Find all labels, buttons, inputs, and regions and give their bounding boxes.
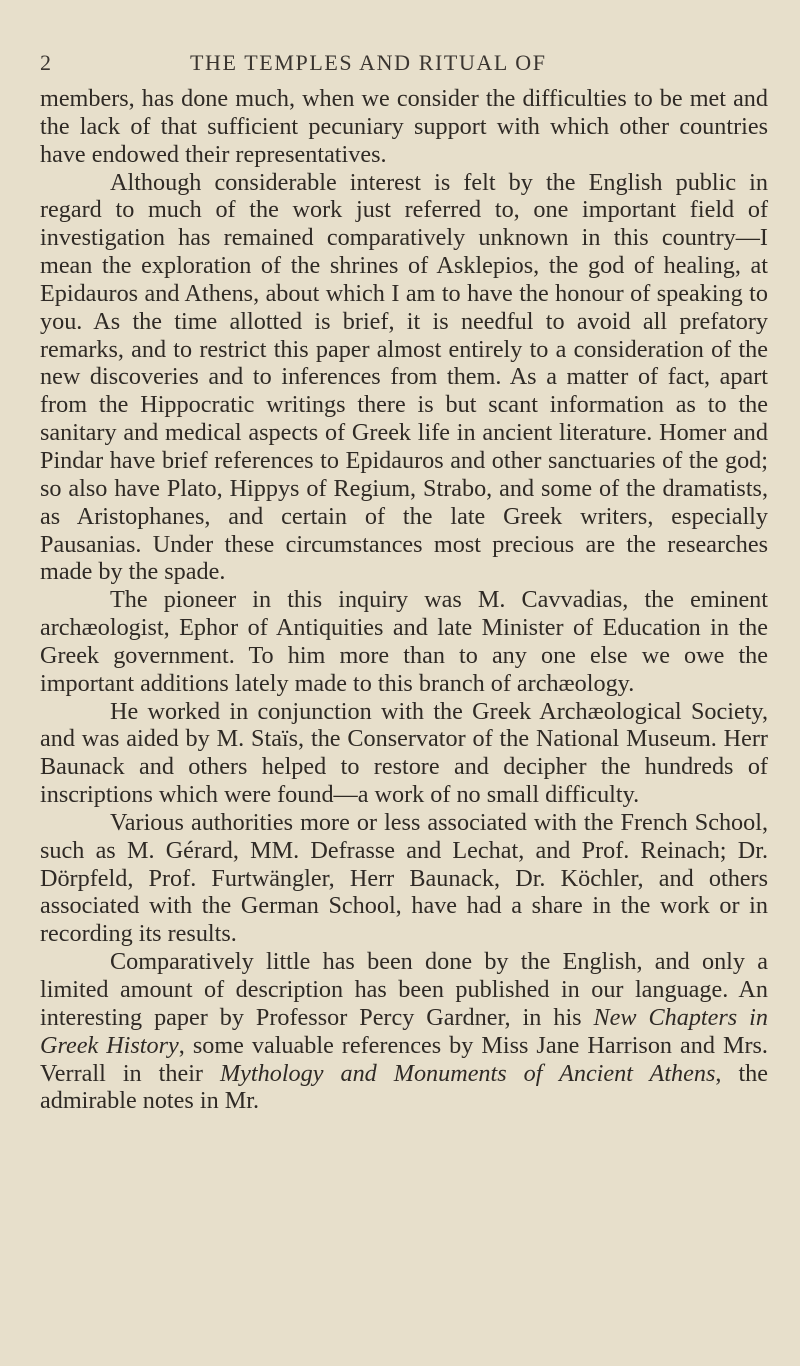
paragraph: Although considerable interest is felt by the English public in regard to much of the work just referred to, one important field of investigation has remained comparatively unknown in this country—I mean the exploration of the shrines of Asklepios, the god of healing, at Epidauros and Athens, about which I am to have the honour of speaking to you. As the time allotted is brief, it is needful to avoid all prefatory remarks, and to restrict this paper almost entirely to a consideration of the new discoveries and to inferences from them. As a matter of fact, apart from the Hippocratic writings there is but scant information as to the sanitary and medical aspects of Greek life in ancient literature. Homer and Pindar have brief references to Epidauros and other sanctuaries of the god; so also have Plato, Hippys of Regium, Strabo, and some of the dramatists, as Aristophanes, and certain of the late Greek writers, especially Pausanias. Under these circumstances most precious are the researches made by the spade.	[40, 168, 768, 586]
page-number: 2	[40, 50, 53, 75]
paragraph-text: , some valuable references by Miss Jane Harrison and Mrs. Verrall in their	[40, 1031, 768, 1087]
book-title-italic: New Chapters in Greek History	[40, 1003, 768, 1059]
paragraph-text: , the admirable notes in Mr.	[40, 1059, 768, 1115]
paragraph: Various authorities more or less associated with the French School, such as M. Gérard, MM. Defrasse and Lechat, and Prof. Reinach; Dr. Dörpfeld, Prof. Furtwängler, Herr Baunack, Dr. Köchler, and others associated with the German School, have had a share in the work or in recording its results.	[40, 808, 768, 948]
running-header	[40, 50, 770, 80]
paragraph-text: Comparatively little has been done by the English, and only a limited amount of description has been published in our language. An interesting paper by Professor Percy Gardner, in his	[40, 948, 768, 1031]
paragraph: He worked in conjunction with the Greek Archæological Society, and was aided by M. Staïs, the Conservator of the National Museum. Herr Baunack and others helped to restore and decipher the hundreds of inscriptions which were found—a work of no small difficulty.	[40, 697, 768, 809]
paragraph	[40, 948, 768, 1115]
running-title: THE TEMPLES AND RITUAL OF	[190, 50, 547, 75]
paragraph: The pioneer in this inquiry was M. Cavvadias, the eminent archæologist, Ephor of Antiquities and late Minister of Education in the Greek government. To him more than to any one else we owe the important additions lately made to this branch of archæology.	[40, 586, 768, 697]
paragraph: members, has done much, when we consider the difficulties to be met and the lack of that sufficient pecuniary support with which other countries have endowed their representatives.	[40, 85, 768, 168]
body-text	[40, 85, 768, 1115]
book-title-italic: Mythology and Monuments of Ancient Athens	[220, 1059, 716, 1087]
